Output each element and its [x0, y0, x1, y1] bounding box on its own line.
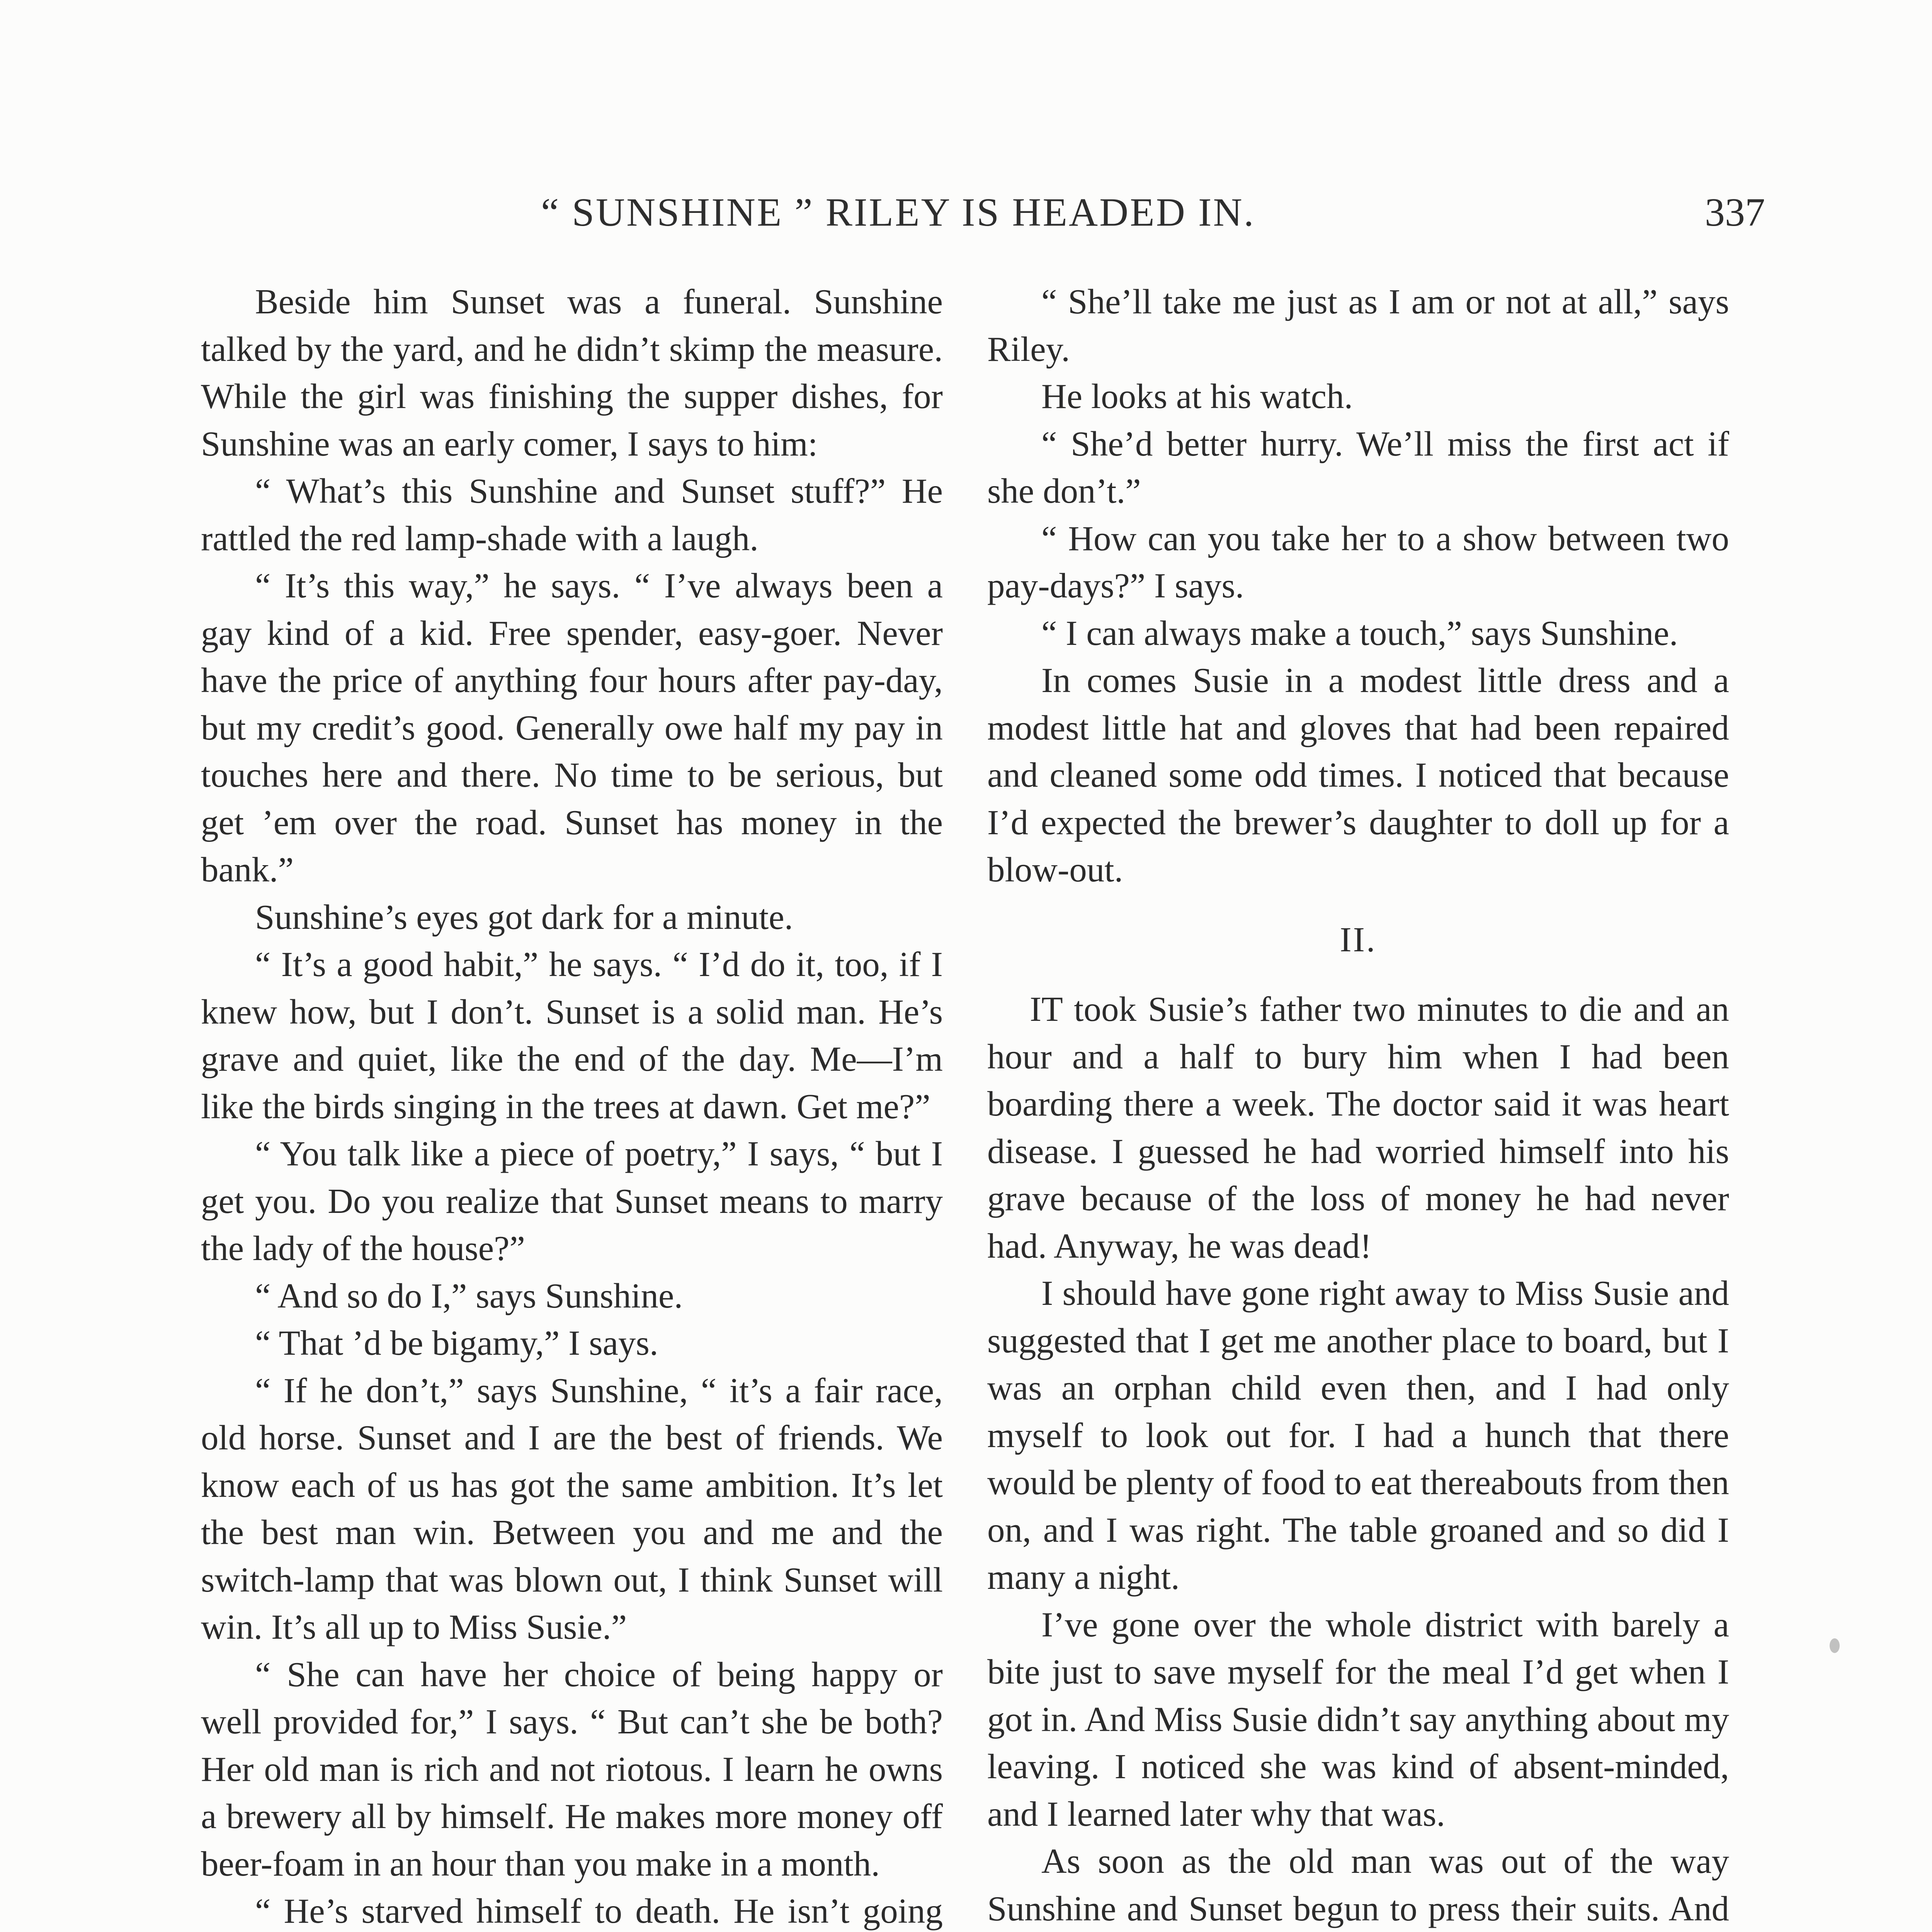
paragraph: “ It’s this way,” he says. “ I’ve always been a gay kind of a kid. Free spender, easy-goer. Never have the price of anything four hours after pay-day, but my credit’s good. Generally owe half my pay in touches here and there. No time to be serious, but get ’em over the road. Sunset has money in the bank.”: [201, 566, 943, 889]
paragraph: Beside him Sunset was a funeral. Sunshine talked by the yard, and he didn’t skimp the measure. While the girl was finishing the supper dishes, for Sunshine was an early comer, I says to him:: [201, 282, 943, 463]
section-heading: II.: [1340, 920, 1377, 959]
paragraph: “ I can always make a touch,” says Sunshine.: [1041, 613, 1678, 653]
paragraph: “ That ’d be bigamy,” I says.: [255, 1323, 658, 1362]
ink-smudge: [1830, 1638, 1840, 1653]
paragraph: “ She can have her choice of being happy or well provided for,” I says. “ But can’t she be both? Her old man is rich and not riotous. I learn he owns a brewery all by himself. He makes more money off beer-foam in an hour than you make in a month.: [201, 1655, 943, 1883]
paragraph: “ She’ll take me just as I am or not at all,” says Riley.: [987, 282, 1729, 369]
paragraph: I’ve gone over the whole district with barely a bite just to save myself for the meal I’d get when I got in. And Miss Susie didn’t say anything about my leaving. I noticed she was kind of absent-minded, and I learned later why that was.: [987, 1605, 1729, 1833]
paragraph: “ She’d better hurry. We’ll miss the first act if she don’t.”: [987, 424, 1729, 510]
paragraph: As soon as the old man was out of the way Sunshine and Sunset begun to press their suits. And: [987, 1842, 1729, 1928]
paragraph: He looks at his watch.: [1041, 377, 1353, 416]
paragraph: I should have gone right away to Miss Susie and suggested that I get me another place to board, but I was an orphan child even then, and I had only myself to look out for. I had a hunch that there would be plenty of food to eat thereabouts from then on, and I was right. The table groaned and so did I many a night.: [987, 1274, 1729, 1597]
paragraph: “ He’s starved himself to death. He isn’t going: [255, 1891, 943, 1930]
paragraph: In comes Susie in a modest little dress and a modest little hat and gloves that had been repaired and cleaned some odd times. I noticed that because I’d expected the brewer’s daughter to doll up for a blow-out.: [987, 661, 1729, 889]
paragraph: “ If he don’t,” says Sunshine, “ it’s a fair race, old horse. Sunset and I are the best of friends. We know each of us has got the same ambition. It’s let the best man win. Between you and me and the switch-lamp that was blown out, I think Sunset will win. It’s all up to Miss Susie.”: [201, 1371, 943, 1646]
paragraph: “ You talk like a piece of poetry,” I says, “ but I get you. Do you realize that Sunset means to marry the lady of the house?”: [201, 1134, 943, 1268]
paragraph: Sunshine’s eyes got dark for a minute.: [255, 897, 793, 937]
right-column: [987, 278, 1729, 1932]
paragraph: “ It’s a good habit,” he says. “ I’d do it, too, if I knew how, but I don’t. Sunset is a solid man. He’s grave and quiet, like the end of the day. Me—I’m like the birds singing in the trees at dawn. Get me?”: [201, 945, 943, 1126]
page-number: 337: [1705, 190, 1765, 235]
running-head: “ SUNSHINE ” RILEY IS HEADED IN.: [541, 190, 1255, 235]
left-column: [201, 278, 943, 1932]
paragraph: “ And so do I,” says Sunshine.: [255, 1276, 683, 1315]
opening-paragraph: IT took Susie’s father two minutes to die and an hour and a half to bury him when I had been boarding there a week. The doctor said it was heart disease. I guessed he had worried himself into his grave because of the loss of money he had never had. Anyway, he was dead!: [987, 990, 1729, 1265]
paragraph: “ What’s this Sunshine and Sunset stuff?” He rattled the red lamp-shade with a laugh.: [201, 471, 943, 558]
paragraph: “ How can you take her to a show between two pay-days?” I says.: [987, 519, 1729, 605]
